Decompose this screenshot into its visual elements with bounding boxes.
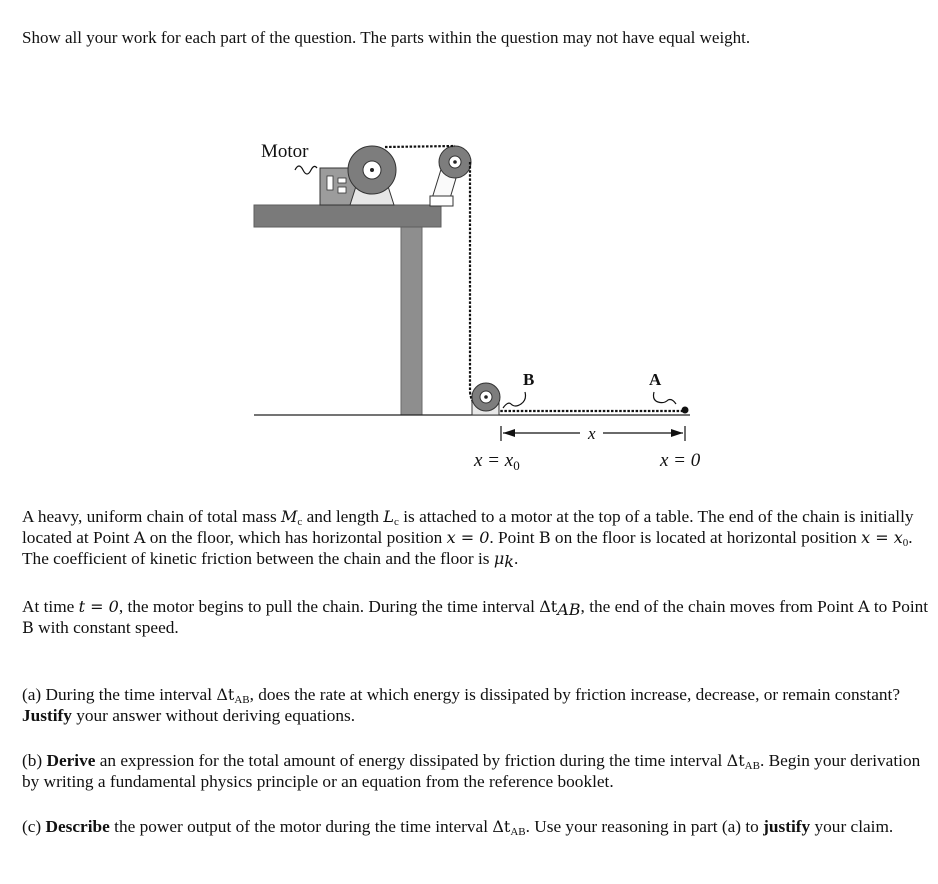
motor-label: Motor xyxy=(261,141,309,162)
point-a-pointer xyxy=(654,392,677,404)
table-leg xyxy=(401,218,422,415)
part-a: (a) During the time interval $\Delta t_{AB}$, does the rate at which energy is dissipated by friction increase, decrease, or remain constant? Justify your answer without deriving equations. xyxy=(22,685,900,725)
xzero-label: x = 0 xyxy=(660,450,701,471)
chain-top xyxy=(385,146,455,147)
setup-paragraph: At time t = 0, the motor begins to pull the chain. During the time interval $\Delta t_{AB}$, the end of the chain moves from Point A to Point B with constant speed. xyxy=(22,597,929,637)
part-b: (b) Derive an expression for the total amount of energy dissipated by friction during the time interval $\Delta t_{AB}$. Begin your derivation by writing a fundamental physics principle or an equation from the reference booklet. xyxy=(22,751,921,791)
point-b-label: B xyxy=(523,370,535,389)
x0-label: $x = x_0$ xyxy=(474,450,520,473)
distance-label: x xyxy=(588,424,596,443)
part-c: (c) Describe the power output of the motor during the time interval $\Delta t_{AB}$. Use your reasoning in part (a) to justify your claim. xyxy=(22,817,894,838)
motor-pointer xyxy=(295,166,317,174)
point-b-pointer xyxy=(503,392,526,408)
tabletop xyxy=(254,205,441,227)
chain-end xyxy=(682,407,689,414)
point-a-label: A xyxy=(649,370,662,389)
intro-paragraph: A heavy, uniform chain of total mass $M_c$ and length $L_c$ is attached to a motor at the top of a table. The end of the chain is initially located at Point A on the floor, which has horizontal position x = 0. Point B on the floor is located at horizontal position $x = x_0$. The coefficient of kinetic friction between the chain and the floor is $\mu_k$. xyxy=(22,507,914,571)
instructions: Show all your work for each part of the question. The parts within the question may not have equal weight. xyxy=(22,28,751,47)
